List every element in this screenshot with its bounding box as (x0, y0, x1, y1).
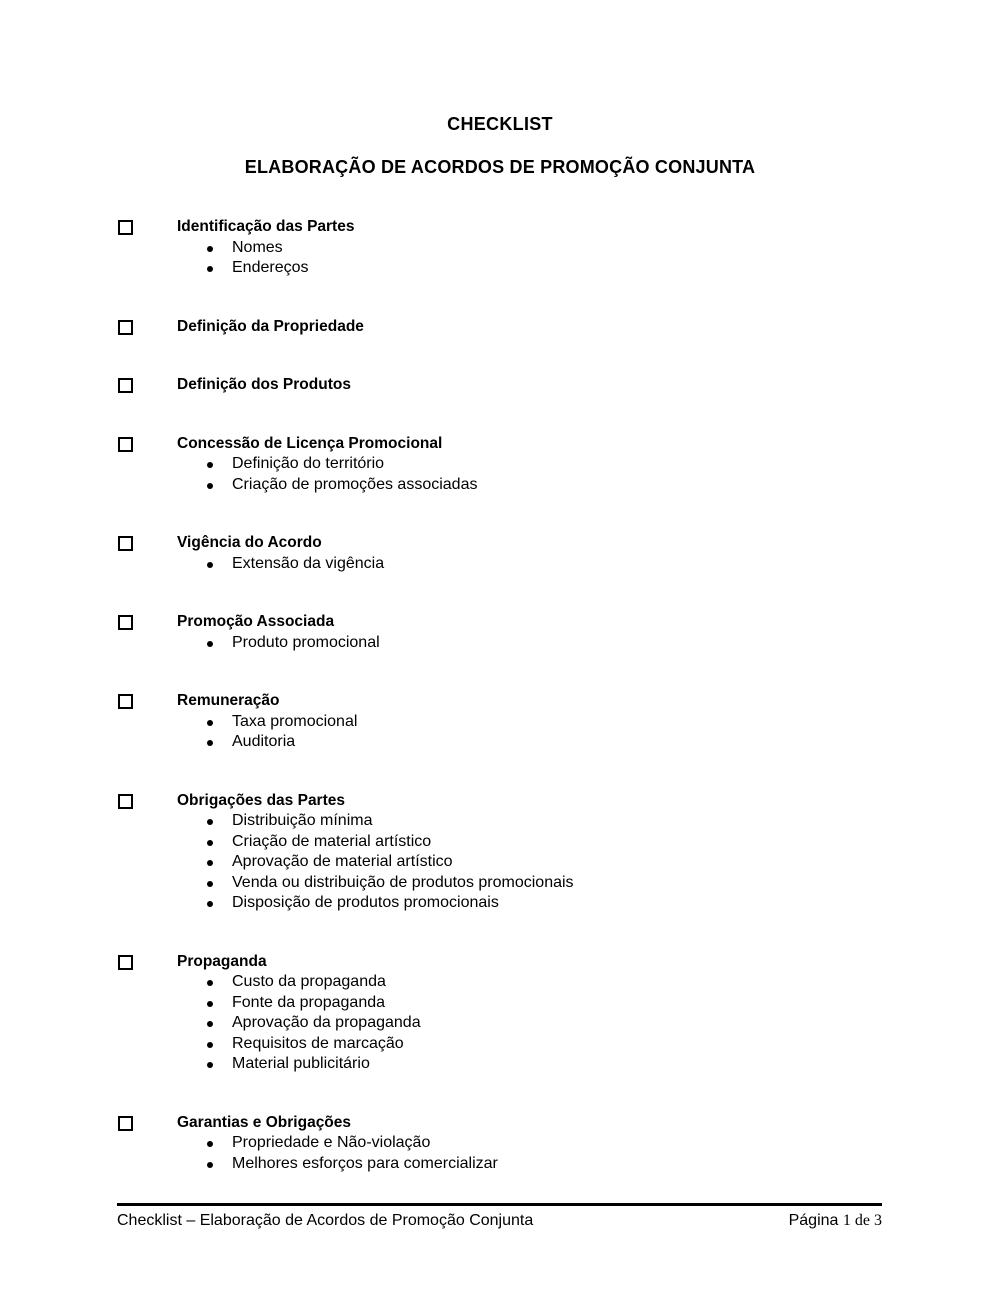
section-heading-row (118, 533, 882, 554)
checklist-subitem: Distribuição mínima (118, 811, 882, 832)
checklist-subitem: Melhores esforços para comercializar (118, 1154, 882, 1175)
section-heading-row (118, 1113, 882, 1134)
section-items (118, 1133, 882, 1174)
section-items (118, 454, 882, 495)
checklist-section (118, 434, 882, 496)
section-heading-row (118, 691, 882, 712)
section-heading: Promoção Associada (177, 613, 335, 630)
section-heading: Definição dos Produtos (177, 376, 351, 393)
section-items (118, 633, 882, 654)
section-heading: Definição da Propriedade (177, 317, 364, 335)
checklist-sections (118, 217, 882, 1174)
checkbox-icon[interactable] (118, 615, 133, 630)
checkbox-icon[interactable] (118, 955, 133, 970)
checklist-subitem: Venda ou distribuição de produtos promocionais (118, 873, 882, 894)
section-items (118, 554, 882, 575)
section-items (118, 238, 882, 279)
checkbox-icon[interactable] (118, 220, 133, 235)
checklist-subitem: Nomes (118, 238, 882, 259)
checklist-subitem: Aprovação de material artístico (118, 852, 882, 873)
footer-document-title: Checklist – Elaboração de Acordos de Promoção Conjunta (117, 1212, 534, 1229)
section-heading: Garantias e Obrigações (177, 1113, 352, 1131)
checklist-subitem: Endereços (118, 258, 882, 279)
section-heading: Concessão de Licença Promocional (177, 434, 443, 452)
checkbox-icon[interactable] (118, 378, 133, 393)
checklist-section (118, 533, 882, 574)
checklist-section (118, 375, 882, 396)
section-heading-row (118, 952, 882, 973)
section-heading-row (118, 317, 882, 338)
checklist-section (118, 612, 882, 653)
section-heading: Vigência do Acordo (177, 534, 322, 551)
section-heading: Remuneração (177, 692, 280, 709)
section-heading: Propaganda (177, 952, 267, 970)
checkbox-icon[interactable] (118, 437, 133, 452)
checklist-subitem: Custo da propaganda (118, 972, 882, 993)
checklist-subitem: Produto promocional (118, 633, 882, 654)
checklist-subitem: Disposição de produtos promocionais (118, 893, 882, 914)
checklist-section (118, 691, 882, 753)
checklist-subitem: Auditoria (118, 732, 882, 753)
checklist-subitem: Material publicitário (118, 1054, 882, 1075)
section-heading-row (118, 217, 882, 238)
checklist-section (118, 791, 882, 914)
checklist-subitem: Fonte da propaganda (118, 993, 882, 1014)
checklist-subitem: Requisitos de marcação (118, 1034, 882, 1055)
section-items (118, 811, 882, 914)
footer-page-info (789, 1211, 882, 1231)
checklist-subitem: Criação de material artístico (118, 832, 882, 853)
section-items (118, 972, 882, 1075)
checkbox-icon[interactable] (118, 320, 133, 335)
section-heading-row (118, 375, 882, 396)
footer-page-number: 1 de 3 (842, 1212, 882, 1229)
section-heading-row (118, 791, 882, 812)
footer (117, 1203, 882, 1231)
section-heading: Obrigações das Partes (177, 791, 345, 809)
checklist-section (118, 217, 882, 279)
checklist-subitem: Propriedade e Não-violação (118, 1133, 882, 1154)
checklist-section (118, 952, 882, 1075)
checklist-section (118, 317, 882, 338)
section-heading-row (118, 612, 882, 633)
checkbox-icon[interactable] (118, 536, 133, 551)
checklist-subitem: Extensão da vigência (118, 554, 882, 575)
checklist-subitem: Aprovação da propaganda (118, 1013, 882, 1034)
checklist-subitem: Definição do território (118, 454, 882, 475)
section-heading-row (118, 434, 882, 455)
checkbox-icon[interactable] (118, 794, 133, 809)
page-subtitle: ELABORAÇÃO DE ACORDOS DE PROMOÇÃO CONJUNTA (244, 157, 756, 177)
footer-page-label: Página (788, 1212, 839, 1229)
checkbox-icon[interactable] (118, 694, 133, 709)
section-items (118, 712, 882, 753)
page-title: CHECKLIST (447, 114, 553, 134)
checklist-subitem: Criação de promoções associadas (118, 475, 882, 496)
section-heading: Identificação das Partes (177, 218, 355, 235)
checklist-subitem: Taxa promocional (118, 712, 882, 733)
checklist-section (118, 1113, 882, 1175)
checkbox-icon[interactable] (118, 1116, 133, 1131)
